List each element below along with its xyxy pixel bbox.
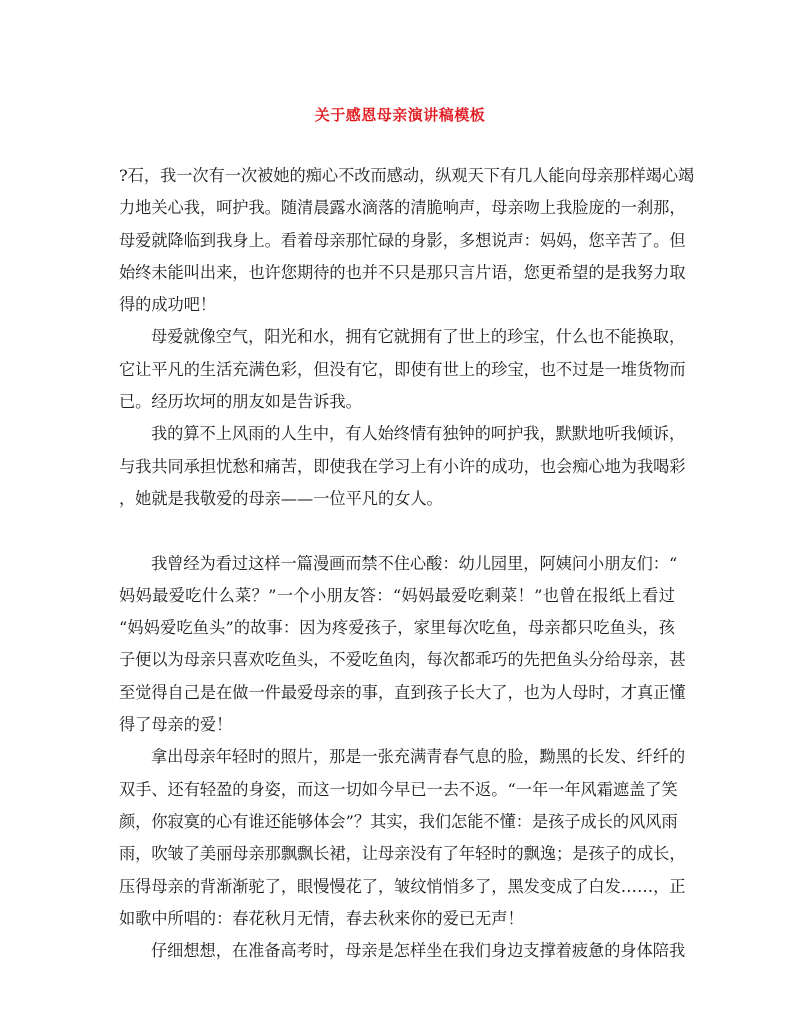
text-line: ，她就是我敬爱的母亲——一位平凡的女人。 <box>119 488 443 508</box>
text-line: 已。经历坎坷的朋友如是告诉我。 <box>119 392 362 412</box>
text-line: 得了母亲的爱！ <box>119 715 233 735</box>
text-line: 压得母亲的背渐渐驼了，眼慢慢花了，皱纹悄悄多了，黑发变成了白发……，正 <box>119 876 686 896</box>
text-line: 拿出母亲年轻时的照片，那是一张充满青春气息的脸，黝黑的长发、纤纤的 <box>151 747 686 767</box>
document-body <box>119 160 695 967</box>
text-line: 颜，你寂寞的心有谁还能够体会”？其实，我们怎能不懂：是孩子成长的风风雨 <box>119 811 678 831</box>
text-line: 母爱就降临到我身上。看着母亲那忙碌的身影，多想说声：妈妈，您辛苦了。但 <box>119 230 686 250</box>
document-title: 关于感恩母亲演讲稿模板 <box>314 106 486 124</box>
text-line: 母爱就像空气，阳光和水，拥有它就拥有了世上的珍宝，什么也不能换取， <box>151 327 686 347</box>
text-line: 与我共同承担忧愁和痛苦，即使我在学习上有小许的成功，也会痴心地为我喝彩 <box>119 456 686 476</box>
text-line: 双手、还有轻盈的身姿，而这一切如今早已一去不返。“一年一年风霜遮盖了笑 <box>119 779 678 799</box>
text-line: 得的成功吧！ <box>119 295 217 315</box>
text-line: 至觉得自己是在做一件最爱母亲的事，直到孩子长大了，也为人母时，才真正懂 <box>119 682 686 702</box>
text-line: 始终未能叫出来，也许您期待的也并不只是那只言片语，您更希望的是我努力取 <box>119 262 686 282</box>
text-line: ?石，我一次有一次被她的痴心不改而感动，纵观天下有几人能向母亲那样竭心竭 <box>119 166 695 185</box>
text-line: 妈妈最爱吃什么菜？”一个小朋友答：“妈妈最爱吃剩菜！”也曾在报纸上看过 <box>119 585 675 605</box>
text-line: 我曾经为看过这样一篇漫画而禁不住心酸：幼儿园里，阿姨问小朋友们：“ <box>151 553 678 573</box>
text-line: 雨，吹皱了美丽母亲那飘飘长裙，让母亲没有了年轻时的飘逸；是孩子的成长， <box>119 844 686 864</box>
text-line: 它让平凡的生活充满色彩，但没有它，即使有世上的珍宝，也不过是一堆货物而 <box>119 359 686 379</box>
text-line: 力地关心我，呵护我。随清晨露水滴落的清脆响声，母亲吻上我脸庞的一刹那， <box>119 198 686 218</box>
text-line: 仔细想想，在准备高考时，母亲是怎样坐在我们身边支撑着疲惫的身体陪我 <box>151 941 686 961</box>
text-line: “妈妈爱吃鱼头”的故事：因为疼爱孩子，家里每次吃鱼，母亲都只吃鱼头，孩 <box>119 618 675 638</box>
text-line: 子便以为母亲只喜欢吃鱼头，不爱吃鱼肉，每次都乖巧的先把鱼头分给母亲，甚 <box>119 650 686 670</box>
text-line: 我的算不上风雨的人生中，有人始终情有独钟的呵护我，默默地听我倾诉， <box>151 424 686 444</box>
text-line: 如歌中所唱的：春花秋月无情，春去秋来你的爱已无声！ <box>119 908 524 928</box>
paragraph-gap <box>119 515 675 547</box>
